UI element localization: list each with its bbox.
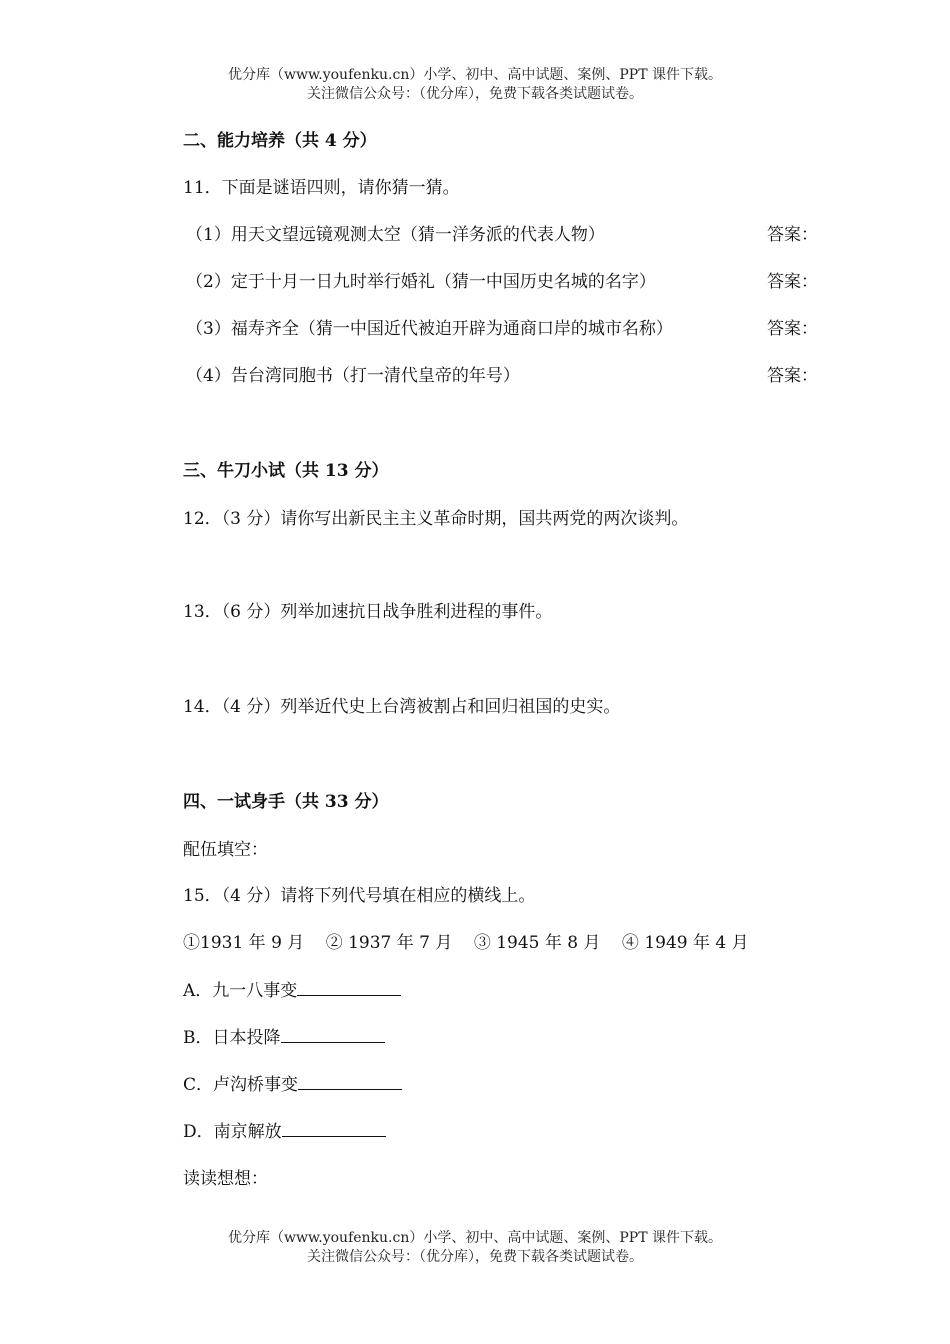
question-12: 12．（3 分）请你写出新民主主义革命时期，国共两党的两次谈判。 bbox=[183, 509, 689, 529]
riddle-2: （2）定于十月一日九时举行婚礼（猜一中国历史名城的名字） bbox=[186, 272, 656, 292]
question-11: 11．下面是谜语四则，请你猜一猜。 bbox=[183, 178, 460, 198]
date-option: ④ 1949 年 4 月 bbox=[621, 933, 749, 953]
header-line-2: 关注微信公众号：（优分库），免费下载各类试题试卷。 bbox=[307, 86, 643, 102]
section-4-title: 四、一试身手（共 33 分） bbox=[183, 792, 389, 812]
match-item-c bbox=[183, 1070, 402, 1095]
header-line-1: 优分库（www.youfenku.cn）小学、初中、高中试题、案例、PPT 课件下载。 bbox=[227, 67, 722, 83]
page-footer bbox=[0, 1229, 950, 1267]
riddle-3: （3）福寿齐全（猜一中国近代被迫开辟为通商口岸的城市名称） bbox=[186, 319, 673, 339]
fill-in-label: 配伍填空： bbox=[183, 840, 268, 860]
answer-blank[interactable] bbox=[298, 1075, 402, 1090]
question-13: 13．（6 分）列举加速抗日战争胜利进程的事件。 bbox=[183, 602, 553, 622]
riddle-2-answer-label: 答案： bbox=[767, 272, 818, 292]
riddle-1: （1）用天文望远镜观测太空（猜一洋务派的代表人物） bbox=[186, 225, 605, 245]
date-option: ①1931 年 9 月 bbox=[183, 933, 305, 953]
question-14: 14．（4 分）列举近代史上台湾被割占和回归祖国的史实。 bbox=[183, 697, 621, 717]
riddle-4: （4）告台湾同胞书（打一清代皇帝的年号） bbox=[186, 366, 520, 386]
answer-blank[interactable] bbox=[297, 981, 401, 996]
page-header bbox=[0, 66, 950, 104]
match-item-d bbox=[183, 1117, 386, 1142]
section-2-title: 二、能力培养（共 4 分） bbox=[183, 131, 377, 151]
answer-blank[interactable] bbox=[282, 1122, 386, 1137]
date-option: ③ 1945 年 8 月 bbox=[473, 933, 601, 953]
match-item-label: B．日本投降 bbox=[183, 1028, 281, 1048]
footer-line-2: 关注微信公众号：（优分库），免费下载各类试题试卷。 bbox=[307, 1249, 643, 1265]
section-3-title: 三、牛刀小试（共 13 分） bbox=[183, 461, 389, 481]
match-item-a bbox=[183, 976, 401, 1001]
answer-blank[interactable] bbox=[281, 1028, 385, 1043]
riddle-1-answer-label: 答案： bbox=[767, 225, 818, 245]
read-think-label: 读读想想： bbox=[183, 1169, 268, 1189]
date-option: ② 1937 年 7 月 bbox=[325, 933, 453, 953]
match-item-label: C．卢沟桥事变 bbox=[183, 1075, 299, 1095]
riddle-4-answer-label: 答案： bbox=[767, 366, 818, 386]
match-item-label: A．九一八事变 bbox=[183, 981, 298, 1001]
question-15: 15．（4 分）请将下列代号填在相应的横线上。 bbox=[183, 886, 536, 906]
footer-line-1: 优分库（www.youfenku.cn）小学、初中、高中试题、案例、PPT 课件下载。 bbox=[227, 1230, 722, 1246]
match-item-label: D．南京解放 bbox=[183, 1122, 282, 1142]
date-options bbox=[183, 928, 765, 953]
match-item-b bbox=[183, 1023, 385, 1048]
riddle-3-answer-label: 答案： bbox=[767, 319, 818, 339]
